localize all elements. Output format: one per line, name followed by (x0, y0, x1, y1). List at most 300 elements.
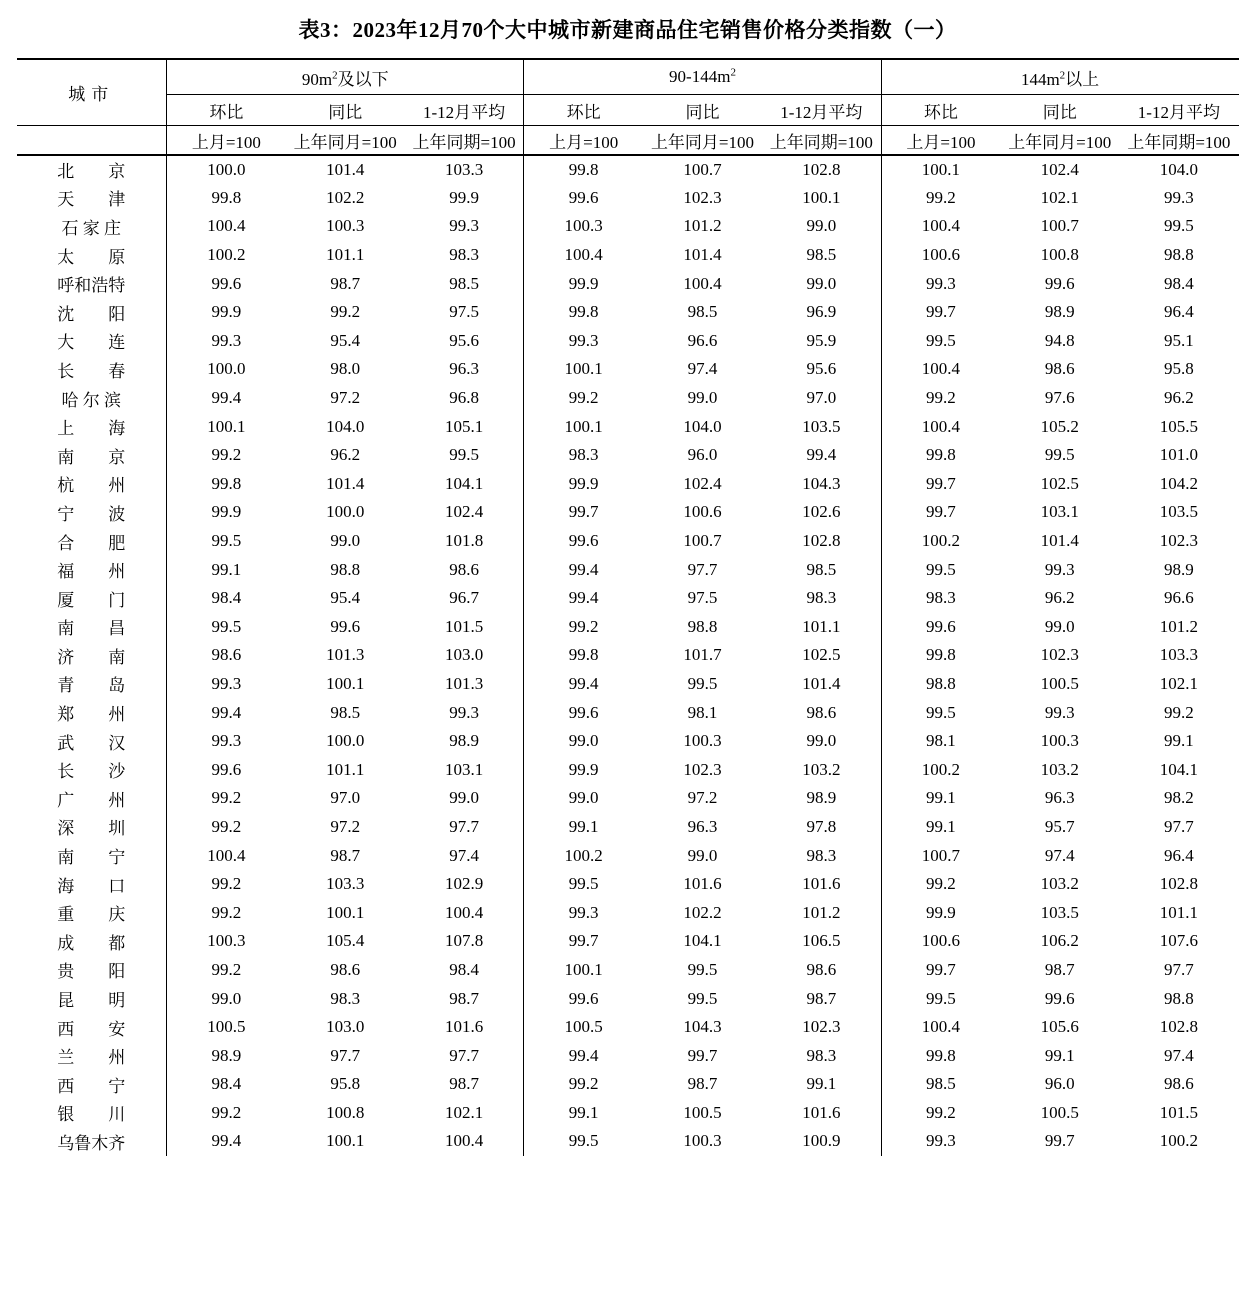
value-cell: 98.4 (167, 584, 286, 613)
header-base-lastyearmonth-2: 上年同月=100 (643, 126, 762, 156)
value-cell: 99.8 (881, 1041, 1000, 1070)
value-cell: 99.3 (167, 727, 286, 756)
table-row (17, 698, 1239, 727)
header-group-90-144-sup: 2 (730, 66, 736, 79)
city-name-cell (17, 527, 167, 556)
value-cell: 100.1 (524, 956, 643, 985)
city-name: 厦 门 (57, 590, 126, 610)
value-cell: 100.2 (881, 755, 1000, 784)
city-name-cell (17, 470, 167, 499)
city-name: 重 庆 (57, 905, 126, 925)
value-cell: 100.2 (167, 241, 286, 270)
value-cell: 96.2 (1164, 388, 1194, 408)
value-cell: 99.8 (524, 298, 643, 327)
city-name: 合 肥 (57, 533, 126, 553)
value-cell: 98.6 (167, 641, 286, 670)
value-cell: 97.2 (687, 788, 718, 808)
value-cell: 106.2 (1040, 931, 1079, 951)
city-name-cell (17, 898, 167, 927)
value-cell: 106.5 (802, 931, 841, 951)
city-name-cell (17, 956, 167, 985)
city-name: 南 宁 (57, 848, 126, 868)
value-cell: 101.3 (444, 673, 484, 693)
value-cell: 103.0 (444, 645, 484, 665)
value-cell: 101.4 (326, 159, 365, 179)
value-cell: 100.5 (1040, 1102, 1079, 1122)
value-cell: 99.6 (1044, 988, 1075, 1008)
value-cell: 100.1 (326, 1131, 365, 1151)
header-measure-mom-1: 环比 (167, 95, 286, 126)
value-cell: 99.5 (449, 445, 479, 465)
value-cell: 98.6 (806, 959, 837, 979)
value-cell: 99.6 (167, 269, 286, 298)
value-cell: 104.3 (802, 473, 841, 493)
value-cell: 100.9 (802, 1131, 841, 1151)
value-cell: 97.6 (1044, 388, 1075, 408)
value-cell: 100.5 (1040, 673, 1079, 693)
value-cell: 100.7 (881, 841, 1000, 870)
value-cell: 101.6 (683, 874, 722, 894)
city-name: 乌鲁木齐 (57, 1133, 126, 1153)
city-name: 大 连 (57, 333, 126, 353)
table-header (17, 59, 1239, 155)
value-cell: 102.1 (1159, 673, 1199, 693)
value-cell: 100.5 (683, 1102, 722, 1122)
value-cell: 99.5 (687, 959, 718, 979)
value-cell: 101.4 (802, 673, 841, 693)
value-cell: 101.5 (1159, 1102, 1199, 1122)
value-cell: 98.5 (806, 245, 837, 265)
value-cell: 100.2 (881, 527, 1000, 556)
value-cell: 99.2 (167, 956, 286, 985)
value-cell: 100.1 (326, 673, 365, 693)
city-name-cell (17, 269, 167, 298)
city-name-cell (17, 1099, 167, 1128)
value-cell: 100.1 (881, 155, 1000, 184)
value-cell: 98.5 (330, 702, 361, 722)
value-cell: 99.8 (524, 641, 643, 670)
value-cell: 100.0 (326, 731, 365, 751)
value-cell: 100.1 (802, 187, 841, 207)
value-cell: 97.7 (449, 816, 479, 836)
value-cell: 100.7 (683, 531, 722, 551)
value-cell: 97.7 (1164, 959, 1194, 979)
city-name: 北 京 (57, 162, 126, 182)
value-cell: 102.2 (683, 902, 722, 922)
city-name: 广 州 (57, 790, 126, 810)
value-cell: 99.4 (806, 445, 837, 465)
value-cell: 99.0 (524, 727, 643, 756)
value-cell: 97.7 (330, 1045, 361, 1065)
city-name: 石 家 庄 (61, 218, 122, 238)
value-cell: 97.2 (330, 388, 361, 408)
value-cell: 96.2 (330, 445, 361, 465)
table-row (17, 412, 1239, 441)
value-cell: 99.6 (524, 184, 643, 213)
value-cell: 99.0 (1044, 616, 1075, 636)
header-row-measures (17, 95, 1239, 126)
value-cell: 99.0 (806, 273, 837, 293)
header-group-90-or-less-post: 及以下 (337, 69, 389, 89)
city-name-cell (17, 641, 167, 670)
header-row-groups (17, 59, 1239, 95)
value-cell: 99.0 (806, 731, 837, 751)
value-cell: 101.6 (802, 1102, 841, 1122)
value-cell: 98.9 (167, 1041, 286, 1070)
value-cell: 98.3 (806, 845, 837, 865)
value-cell: 96.9 (806, 302, 837, 322)
city-name-cell (17, 184, 167, 213)
value-cell: 99.0 (449, 788, 479, 808)
table-row (17, 384, 1239, 413)
city-name: 深 圳 (57, 819, 126, 839)
value-cell: 96.8 (449, 388, 479, 408)
value-cell: 100.0 (326, 502, 365, 522)
city-name-cell (17, 498, 167, 527)
value-cell: 97.2 (330, 816, 361, 836)
value-cell: 99.1 (881, 813, 1000, 842)
value-cell: 100.3 (683, 1131, 722, 1151)
value-cell: 102.8 (1159, 874, 1199, 894)
table-body (17, 155, 1239, 1156)
value-cell: 95.4 (330, 330, 361, 350)
value-cell: 102.3 (802, 1017, 841, 1037)
value-cell: 99.0 (167, 984, 286, 1013)
header-base-lastyearperiod-2: 上年同期=100 (762, 126, 881, 156)
value-cell: 101.4 (326, 473, 365, 493)
table-row (17, 813, 1239, 842)
value-cell: 99.0 (687, 845, 718, 865)
city-name-cell (17, 670, 167, 699)
value-cell: 99.2 (524, 613, 643, 642)
value-cell: 104.1 (683, 931, 722, 951)
value-cell: 99.1 (524, 813, 643, 842)
value-cell: 97.0 (806, 388, 837, 408)
value-cell: 101.6 (444, 1017, 484, 1037)
city-name: 贵 阳 (57, 962, 126, 982)
header-measure-yoy-1: 同比 (286, 95, 405, 126)
value-cell: 99.9 (524, 755, 643, 784)
value-cell: 103.3 (1159, 645, 1199, 665)
value-cell: 98.8 (687, 616, 718, 636)
value-cell: 99.3 (881, 1127, 1000, 1156)
value-cell: 100.0 (167, 355, 286, 384)
value-cell: 99.9 (167, 298, 286, 327)
value-cell: 96.2 (1044, 588, 1075, 608)
value-cell: 101.8 (444, 531, 484, 551)
value-cell: 103.2 (1040, 874, 1079, 894)
header-base-lastmonth-1: 上月=100 (167, 126, 286, 156)
value-cell: 99.4 (167, 1127, 286, 1156)
value-cell: 99.3 (167, 670, 286, 699)
value-cell: 100.4 (444, 1131, 484, 1151)
value-cell: 98.9 (806, 788, 837, 808)
table-row (17, 441, 1239, 470)
value-cell: 100.1 (167, 412, 286, 441)
value-cell: 100.2 (1159, 1131, 1199, 1151)
value-cell: 96.0 (1044, 1074, 1075, 1094)
value-cell: 99.3 (167, 327, 286, 356)
city-name-cell (17, 412, 167, 441)
value-cell: 99.3 (524, 898, 643, 927)
value-cell: 102.3 (1040, 645, 1079, 665)
value-cell: 99.9 (524, 470, 643, 499)
table-row (17, 527, 1239, 556)
value-cell: 102.4 (1040, 159, 1079, 179)
value-cell: 99.5 (524, 1127, 643, 1156)
value-cell: 99.4 (524, 1041, 643, 1070)
table-row (17, 870, 1239, 899)
city-name-cell (17, 384, 167, 413)
value-cell: 99.7 (524, 498, 643, 527)
value-cell: 97.4 (449, 845, 479, 865)
header-base-lastyearmonth-1: 上年同月=100 (286, 126, 405, 156)
city-name-cell (17, 1127, 167, 1156)
value-cell: 102.3 (1159, 531, 1199, 551)
value-cell: 104.1 (1159, 759, 1199, 779)
value-cell: 99.8 (167, 470, 286, 499)
city-name: 济 南 (57, 647, 126, 667)
value-cell: 105.1 (444, 416, 484, 436)
value-cell: 99.7 (687, 1045, 718, 1065)
value-cell: 99.8 (881, 441, 1000, 470)
value-cell: 99.9 (524, 269, 643, 298)
value-cell: 99.0 (806, 216, 837, 236)
value-cell: 98.8 (330, 559, 361, 579)
value-cell: 100.6 (881, 927, 1000, 956)
value-cell: 99.5 (881, 327, 1000, 356)
value-cell: 99.5 (1164, 216, 1194, 236)
value-cell: 98.7 (806, 988, 837, 1008)
value-cell: 95.8 (330, 1074, 361, 1094)
value-cell: 99.2 (167, 813, 286, 842)
city-name: 太 原 (57, 247, 126, 267)
value-cell: 99.2 (330, 302, 361, 322)
value-cell: 97.7 (449, 1045, 479, 1065)
city-name-cell (17, 984, 167, 1013)
value-cell: 101.6 (802, 874, 841, 894)
value-cell: 96.6 (687, 330, 718, 350)
city-name: 兰 州 (57, 1048, 126, 1068)
value-cell: 99.8 (167, 184, 286, 213)
value-cell: 98.7 (449, 1074, 479, 1094)
value-cell: 99.6 (524, 527, 643, 556)
table-row (17, 241, 1239, 270)
value-cell: 102.1 (1040, 187, 1079, 207)
city-name-cell (17, 927, 167, 956)
price-index-table (17, 58, 1239, 1156)
value-cell: 100.1 (524, 355, 643, 384)
value-cell: 100.4 (444, 902, 484, 922)
value-cell: 102.8 (1159, 1017, 1199, 1037)
city-name-cell (17, 441, 167, 470)
table-row (17, 184, 1239, 213)
city-name: 长 沙 (57, 762, 126, 782)
value-cell: 101.1 (326, 759, 365, 779)
value-cell: 101.0 (1159, 445, 1199, 465)
value-cell: 102.6 (802, 502, 841, 522)
header-base-lastyearperiod-3: 上年同期=100 (1119, 126, 1238, 156)
table-row (17, 355, 1239, 384)
value-cell: 99.6 (167, 755, 286, 784)
value-cell: 98.8 (881, 670, 1000, 699)
header-city-label: 城市 (17, 59, 167, 126)
value-cell: 97.4 (1044, 845, 1075, 865)
header-group-144-plus-post: 以上 (1065, 69, 1100, 89)
value-cell: 99.5 (524, 870, 643, 899)
city-name: 天 津 (57, 190, 126, 210)
city-name-cell (17, 727, 167, 756)
value-cell: 107.6 (1159, 931, 1199, 951)
value-cell: 103.2 (1040, 759, 1079, 779)
table-row (17, 269, 1239, 298)
table-row (17, 212, 1239, 241)
value-cell: 105.6 (1040, 1017, 1079, 1037)
header-group-90-144-pre: 90-144m (669, 67, 731, 86)
value-cell: 107.8 (444, 931, 484, 951)
value-cell: 98.5 (806, 559, 837, 579)
value-cell: 96.4 (1164, 302, 1194, 322)
value-cell: 95.4 (330, 588, 361, 608)
value-cell: 98.7 (687, 1074, 718, 1094)
table-row (17, 555, 1239, 584)
value-cell: 99.5 (687, 673, 718, 693)
value-cell: 100.4 (881, 1013, 1000, 1042)
city-name: 西 宁 (57, 1076, 126, 1096)
value-cell: 99.0 (330, 531, 361, 551)
value-cell: 98.8 (1164, 988, 1194, 1008)
city-name: 呼和浩特 (57, 276, 126, 296)
value-cell: 102.3 (683, 759, 722, 779)
city-name-cell (17, 327, 167, 356)
city-name-cell (17, 755, 167, 784)
value-cell: 99.2 (524, 384, 643, 413)
value-cell: 95.7 (1044, 816, 1075, 836)
value-cell: 98.9 (1044, 302, 1075, 322)
value-cell: 98.7 (449, 988, 479, 1008)
value-cell: 99.7 (524, 927, 643, 956)
value-cell: 102.8 (802, 531, 841, 551)
value-cell: 95.9 (806, 330, 837, 350)
value-cell: 96.7 (449, 588, 479, 608)
value-cell: 103.3 (444, 159, 484, 179)
value-cell: 99.3 (1044, 702, 1075, 722)
header-measure-avg-2: 1-12月平均 (762, 95, 881, 126)
value-cell: 100.3 (524, 212, 643, 241)
value-cell: 95.6 (449, 330, 479, 350)
value-cell: 99.2 (167, 784, 286, 813)
header-measure-mom-2: 环比 (524, 95, 643, 126)
value-cell: 103.5 (1159, 502, 1199, 522)
value-cell: 98.9 (1164, 559, 1194, 579)
value-cell: 97.7 (687, 559, 718, 579)
value-cell: 104.0 (683, 416, 722, 436)
value-cell: 102.5 (802, 645, 841, 665)
value-cell: 98.8 (1164, 245, 1194, 265)
value-cell: 102.3 (683, 187, 722, 207)
value-cell: 96.4 (1164, 845, 1194, 865)
value-cell: 96.0 (687, 445, 718, 465)
value-cell: 103.1 (1040, 502, 1079, 522)
city-name-cell (17, 155, 167, 184)
header-group-90-or-less (167, 59, 524, 95)
value-cell: 99.3 (1164, 187, 1194, 207)
value-cell: 101.2 (802, 902, 841, 922)
header-group-90-or-less-sup: 2 (332, 68, 338, 81)
value-cell: 99.5 (881, 555, 1000, 584)
header-group-90-144 (524, 59, 881, 95)
value-cell: 100.4 (683, 273, 722, 293)
value-cell: 99.6 (524, 698, 643, 727)
city-name: 宁 波 (57, 504, 126, 524)
city-name: 西 安 (57, 1019, 126, 1039)
value-cell: 100.7 (683, 159, 722, 179)
table-row (17, 470, 1239, 499)
value-cell: 99.9 (449, 187, 479, 207)
value-cell: 104.2 (1159, 473, 1199, 493)
value-cell: 99.3 (449, 216, 479, 236)
value-cell: 99.4 (524, 670, 643, 699)
value-cell: 99.2 (524, 1070, 643, 1099)
value-cell: 103.5 (802, 416, 841, 436)
city-name-cell (17, 613, 167, 642)
value-cell: 102.1 (444, 1102, 484, 1122)
value-cell: 98.4 (167, 1070, 286, 1099)
value-cell: 104.3 (683, 1017, 722, 1037)
table-row (17, 956, 1239, 985)
header-base-lastyearmonth-3: 上年同月=100 (1000, 126, 1119, 156)
value-cell: 99.6 (881, 613, 1000, 642)
value-cell: 99.5 (167, 527, 286, 556)
value-cell: 97.5 (449, 302, 479, 322)
value-cell: 102.5 (1040, 473, 1079, 493)
value-cell: 99.4 (167, 384, 286, 413)
city-name-cell (17, 784, 167, 813)
value-cell: 99.1 (167, 555, 286, 584)
value-cell: 98.3 (524, 441, 643, 470)
city-name: 海 口 (57, 876, 126, 896)
value-cell: 99.7 (881, 298, 1000, 327)
value-cell: 100.5 (167, 1013, 286, 1042)
value-cell: 99.1 (1044, 1045, 1075, 1065)
value-cell: 100.6 (881, 241, 1000, 270)
table-row (17, 584, 1239, 613)
value-cell: 101.5 (444, 616, 484, 636)
value-cell: 105.4 (326, 931, 365, 951)
value-cell: 100.4 (167, 841, 286, 870)
table-row (17, 327, 1239, 356)
value-cell: 99.2 (167, 898, 286, 927)
value-cell: 101.4 (1040, 531, 1079, 551)
value-cell: 98.5 (687, 302, 718, 322)
value-cell: 104.0 (326, 416, 365, 436)
value-cell: 99.8 (881, 641, 1000, 670)
value-cell: 99.0 (687, 388, 718, 408)
table-row (17, 1099, 1239, 1128)
header-base-lastmonth-3: 上月=100 (881, 126, 1000, 156)
value-cell: 98.7 (330, 845, 361, 865)
value-cell: 100.1 (524, 412, 643, 441)
value-cell: 99.9 (881, 898, 1000, 927)
value-cell: 99.9 (167, 498, 286, 527)
city-name: 沈 阳 (57, 304, 126, 324)
city-name: 昆 明 (57, 991, 126, 1011)
city-name: 哈 尔 滨 (61, 390, 122, 410)
value-cell: 99.4 (524, 555, 643, 584)
value-cell: 99.2 (881, 384, 1000, 413)
value-cell: 98.3 (330, 988, 361, 1008)
table-row (17, 670, 1239, 699)
